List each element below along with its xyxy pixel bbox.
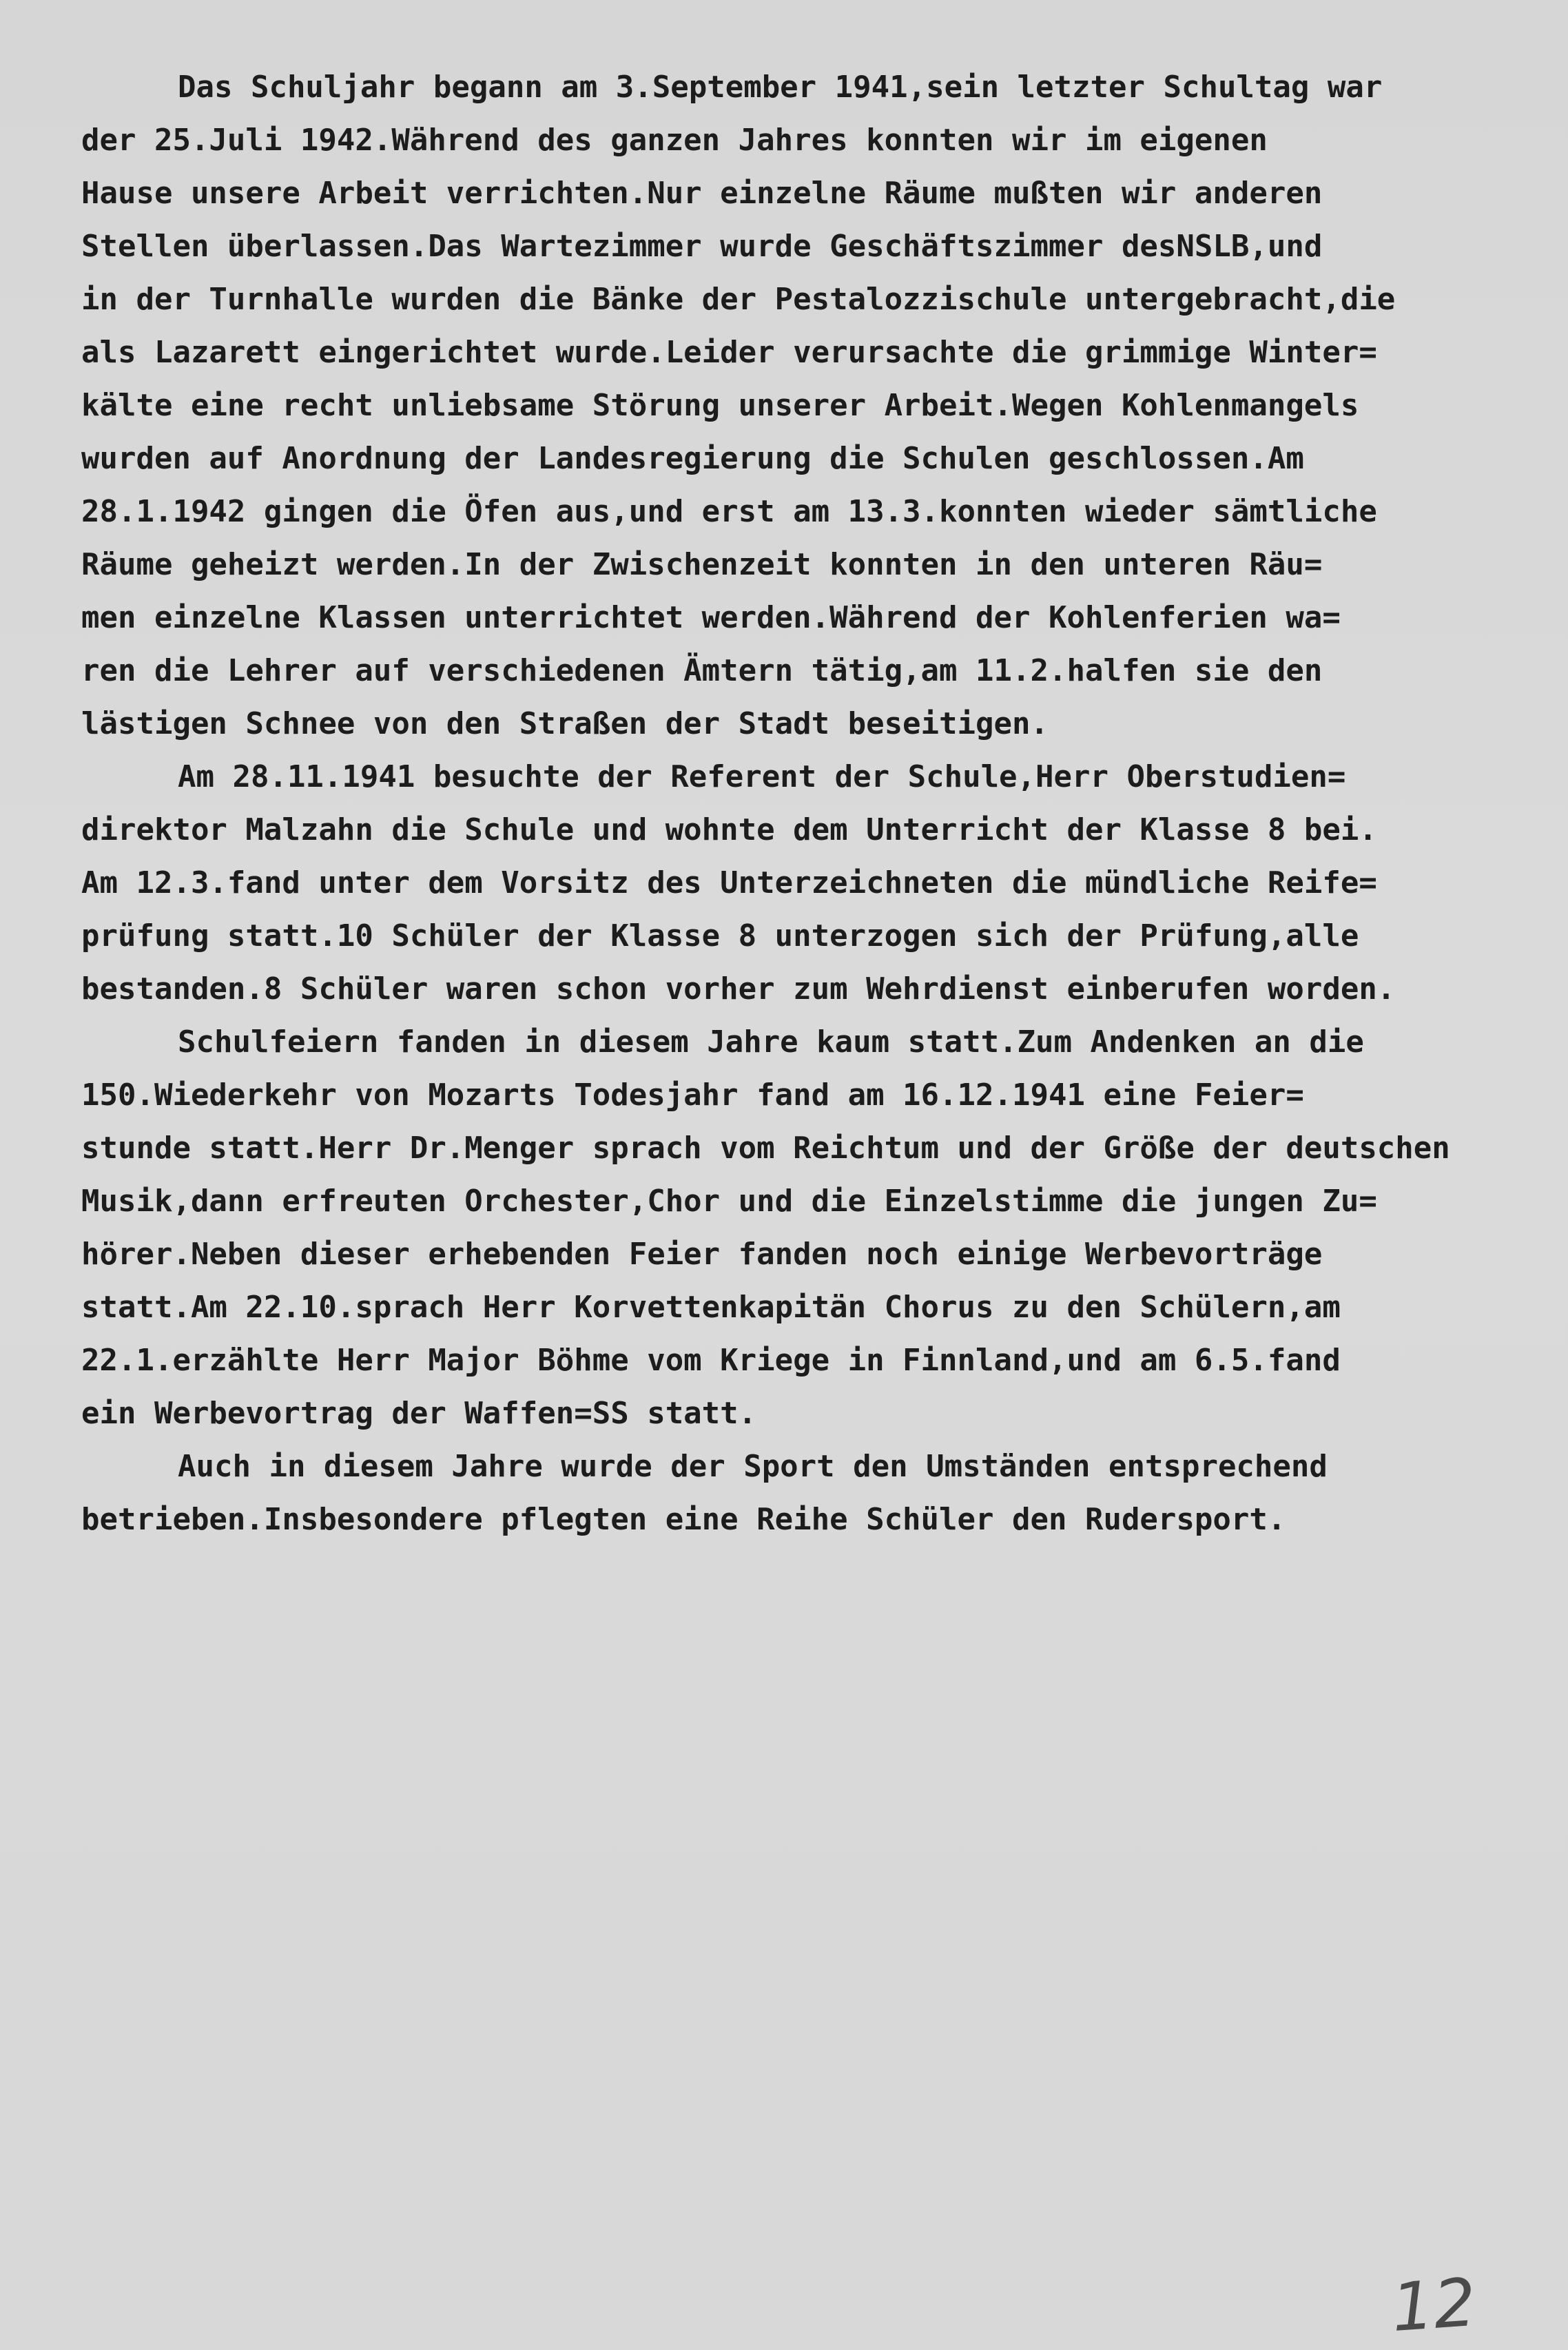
text-line: lästigen Schnee von den Straßen der Stadt beseitigen. xyxy=(81,706,1049,741)
text-line: direktor Malzahn die Schule und wohnte dem Unterricht der Klasse 8 bei. xyxy=(81,812,1377,847)
text-line: Am 28.11.1941 besuchte der Referent der Schule,Herr Oberstudien= xyxy=(178,759,1346,794)
text-line: Hause unsere Arbeit verrichten.Nur einzelne Räume mußten wir anderen xyxy=(81,176,1323,211)
text-line: ein Werbevortrag der Waffen=SS statt. xyxy=(81,1396,757,1431)
handwritten-page-number: 12 xyxy=(1389,2263,1478,2347)
text-line: ren die Lehrer auf verschiedenen Ämtern tätig,am 11.2.halfen sie den xyxy=(81,653,1323,688)
text-line: der 25.Juli 1942.Während des ganzen Jahres konnten wir im eigenen xyxy=(81,123,1268,158)
text-line: in der Turnhalle wurden die Bänke der Pestalozzischule untergebracht,die xyxy=(81,282,1396,317)
text-line: Musik,dann erfreuten Orchester,Chor und die Einzelstimme die jungen Zu= xyxy=(81,1184,1377,1219)
text-line: Auch in diesem Jahre wurde der Sport den Umständen entsprechend xyxy=(178,1449,1328,1484)
text-line: Schulfeiern fanden in diesem Jahre kaum statt.Zum Andenken an die xyxy=(178,1024,1364,1060)
text-line: men einzelne Klassen unterrichtet werden.Während der Kohlenferien wa= xyxy=(81,600,1341,635)
text-line: Räume geheizt werden.In der Zwischenzeit konnten in den unteren Räu= xyxy=(81,547,1323,582)
text-line: 150.Wiederkehr von Mozarts Todesjahr fand am 16.12.1941 eine Feier= xyxy=(81,1078,1304,1113)
text-line: 22.1.erzählte Herr Major Böhme vom Kriege in Finnland,und am 6.5.fand xyxy=(81,1343,1341,1378)
text-line: Am 12.3.fand unter dem Vorsitz des Unterzeichneten die mündliche Reife= xyxy=(81,865,1377,900)
text-line: als Lazarett eingerichtet wurde.Leider verursachte die grimmige Winter= xyxy=(81,335,1377,370)
text-line: betrieben.Insbesondere pflegten eine Reihe Schüler den Rudersport. xyxy=(81,1502,1286,1537)
text-line: bestanden.8 Schüler waren schon vorher zum Wehrdienst einberufen worden. xyxy=(81,971,1396,1007)
text-line: stunde statt.Herr Dr.Menger sprach vom Reichtum und der Größe der deutschen xyxy=(81,1131,1450,1166)
text-line: prüfung statt.10 Schüler der Klasse 8 unterzogen sich der Prüfung,alle xyxy=(81,918,1359,954)
text-line: hörer.Neben dieser erhebenden Feier fanden noch einige Werbevorträge xyxy=(81,1237,1323,1272)
text-line: Stellen überlassen.Das Wartezimmer wurde Geschäftszimmer desNSLB,und xyxy=(81,229,1323,264)
text-line: kälte eine recht unliebsame Störung unserer Arbeit.Wegen Kohlenmangels xyxy=(81,388,1359,423)
text-line: statt.Am 22.10.sprach Herr Korvettenkapitän Chorus zu den Schülern,am xyxy=(81,1290,1341,1325)
text-line: wurden auf Anordnung der Landesregierung die Schulen geschlossen.Am xyxy=(81,441,1304,476)
text-line: Das Schuljahr begann am 3.September 1941,sein letzter Schultag war xyxy=(178,70,1383,105)
text-line: 28.1.1942 gingen die Öfen aus,und erst am 13.3.konnten wieder sämtliche xyxy=(81,494,1377,529)
document-body xyxy=(81,61,1556,1546)
